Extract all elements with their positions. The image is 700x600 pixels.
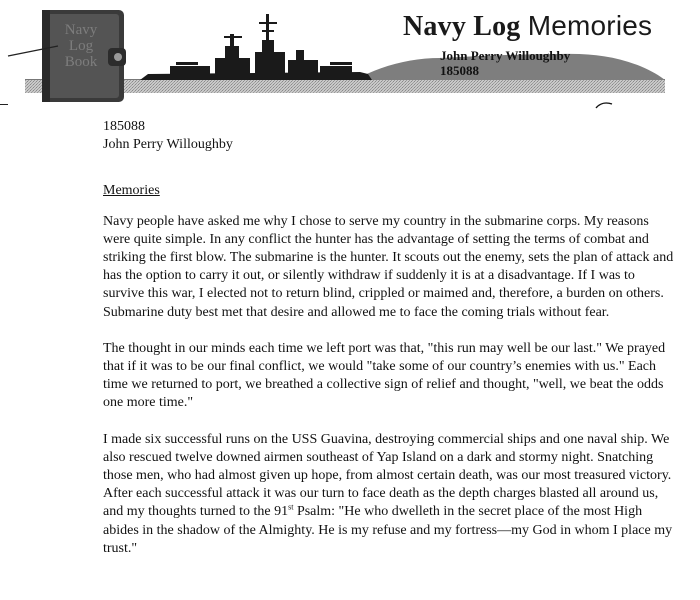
document-body [103,118,678,558]
brand-title-strong: Navy Log [403,11,521,42]
section-title: Memories [103,183,160,199]
paragraph-3-text-a: I made six successful runs on the USS Guavina, destroying commercial ships and one naval ship. We also rescued twelve downed airmen southeast of Yap Island on a dark and stormy night. Snatching those men, who had almost given up hope, from almost certain death, was our most treasured victory. After each successful attack it was our turn to face death as the depth charges blasted all around us, and my thoughts turned to the 91 [103,431,672,520]
banner-name: John Perry Willoughby [440,48,571,63]
brand-title [403,10,652,43]
paragraph-2: The thought in our minds each time we left port was that, "this run may well be our last." We prayed that if it was to be our final conflict, we would "take some of our country’s enemies with us." Each time we returned to port, we breathed a collective sign of relief and thought, "well, we beat the odds one more time." [103,340,666,411]
battleship-silhouette [140,14,372,80]
paragraph-3 [103,431,678,558]
scan-mark [596,103,612,108]
ordinal-suffix: st [288,502,294,512]
brand-title-light: Memories [527,10,653,41]
paragraph-1: Navy people have asked me why I chose to serve my country in the submarine corps. My reasons were quite simple. In any conflict the hunter has the advantage of setting the terms of combat and striking the first blow. The submarine is the hunter. It scouts out the enemy, sets the plan of attack and has the option to carry it out, or silently withdraw if suddenly it is at a disadvantage. If I was to survive this war, I elected not to return blind, crippled or maimed and, therefore, a burden on others. Submarine duty best met that desire and allowed me to face the coming trials without fear. [103,213,674,320]
document-author: John Perry Willoughby [103,137,233,153]
banner-id: 185088 [440,63,479,78]
book-label-line-2: Log [68,38,94,54]
book-label-line-1: Navy [64,22,98,38]
left-edge-mark [0,104,8,105]
book-label-line-3: Book [64,54,98,70]
document-id: 185088 [103,119,145,134]
paragraph-3-text-b: Psalm: "He who dwelleth in the secret place of the most High abides in the shadow of the Almighty. He is my refuse and my fortress—my God in whom I place my trust." [103,504,673,556]
header-banner [0,0,700,110]
